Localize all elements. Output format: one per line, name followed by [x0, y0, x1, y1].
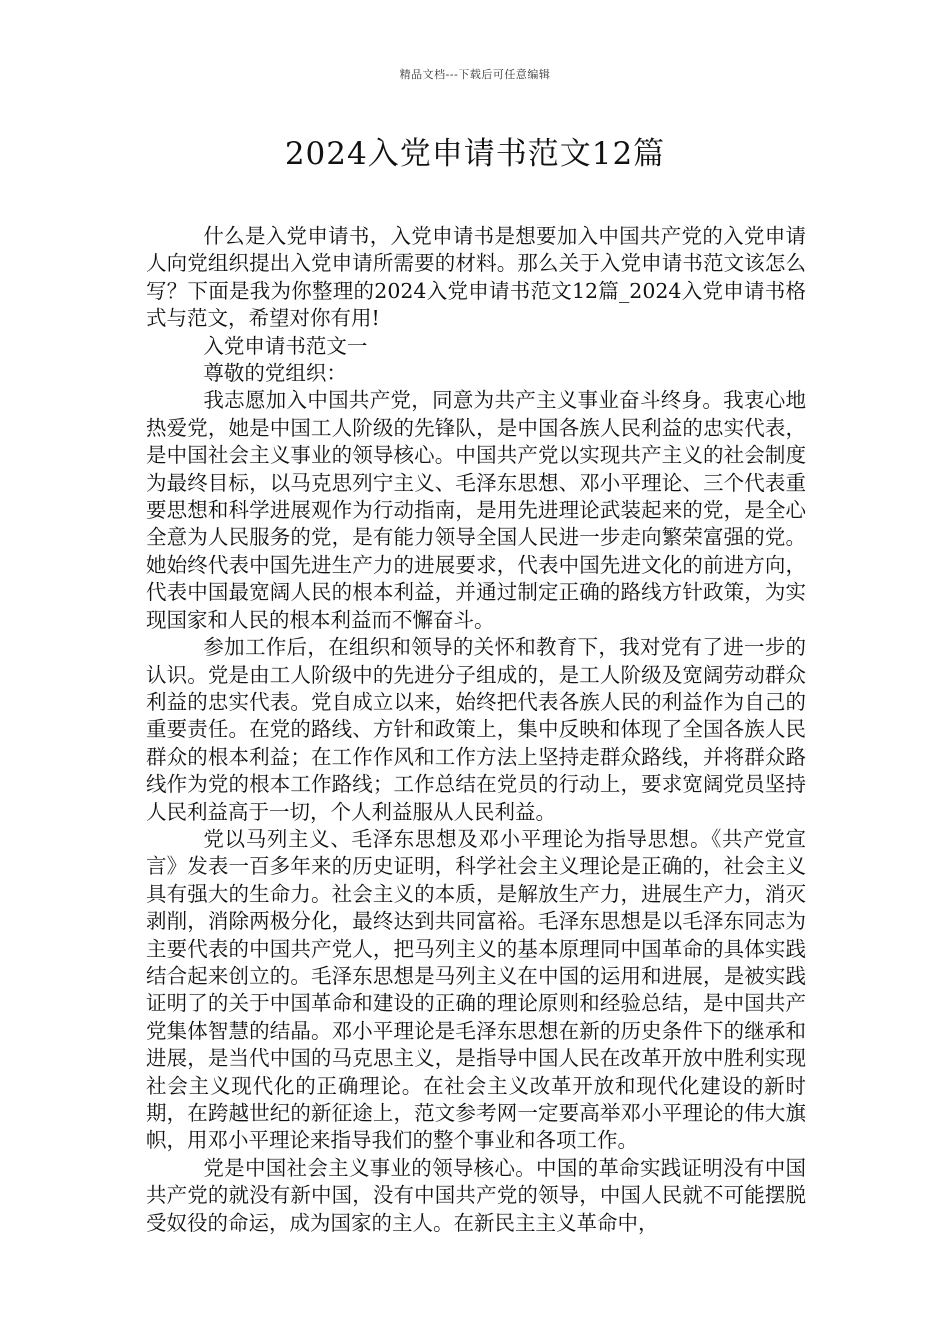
- document-body: [146, 223, 806, 1237]
- intro-paragraph: 什么是入党申请书，入党申请书是想要加入中国共产党的入党申请人向党组织提出入党申请所需要的材料。那么关于入党申请书范文该怎么写？下面是我为你整理的2024入党申请书范文12篇_2024入党申请书格式与范文，希望对你有用!: [146, 224, 806, 331]
- body-paragraph: 党是中国社会主义事业的领导核心。中国的革命实践证明没有中国共产党的就没有新中国，没有中国共产党的领导，中国人民就不可能摆脱受奴役的命运，成为国家的主人。在新民主主义革命中，: [146, 1155, 806, 1235]
- body-paragraph: 党以马列主义、毛泽东思想及邓小平理论为指导思想。《共产党宣言》发表一百多年来的历史证明，科学社会主义理论是正确的，社会主义具有强大的生命力。社会主义的本质，是解放生产力，进展生产力，消灭剥削，消除两极分化，最终达到共同富裕。毛泽东思想是以毛泽东同志为主要代表的中国共产党人，把马列主义的基本原理同中国革命的具体实践结合起来创立的。毛泽东思想是马列主义在中国的运用和进展，是被实践证明了的关于中国革命和建设的正确的理论原则和经验总结，是中国共产党集体智慧的结晶。邓小平理论是毛泽东思想在新的历史条件下的继承和进展，是当代中国的马克思主义，是指导中国人民在改革开放中胜利实现社会主义现代化的正确理论。在社会主义改革开放和现代化建设的新时期，在跨越世纪的新征途上，范文参考网一定要高举邓小平理论的伟大旗帜，用邓小平理论来指导我们的整个事业和各项工作。: [146, 826, 806, 1153]
- body-paragraph: 参加工作后，在组织和领导的关怀和教育下，我对党有了进一步的认识。党是由工人阶级中的先进分子组成的，是工人阶级及宽阔劳动群众利益的忠实代表。党自成立以来，始终把代表各族人民的利益作为自己的重要责任。在党的路线、方针和政策上，集中反映和体现了全国各族人民群众的根本利益；在工作作风和工作方法上坚持走群众路线，并将群众路线作为党的根本工作路线；工作总结在党员的行动上，要求宽阔党员坚持人民利益高于一切，个人利益服从人民利益。: [146, 635, 806, 824]
- page-header: 精品文档---下载后可任意编辑: [399, 68, 551, 81]
- document-title: 2024入党申请书范文12篇: [284, 136, 666, 172]
- body-paragraph: 我志愿加入中国共产党，同意为共产主义事业奋斗终身。我衷心地热爱党，她是中国工人阶级的先锋队，是中国各族人民利益的忠实代表，是中国社会主义事业的领导核心。中国共产党以实现共产主义的社会制度为最终目标，以马克思列宁主义、毛泽东思想、邓小平理论、三个代表重要思想和科学进展观作为行动指南，是用先进理论武装起来的党，是全心全意为人民服务的党，是有能力领导全国人民进一步走向繁荣富强的党。她始终代表中国先进生产力的进展要求，代表中国先进文化的前进方向，代表中国最宽阔人民的根本利益，并通过制定正确的路线方针政策，为实现国家和人民的根本利益而不懈奋斗。: [146, 388, 806, 632]
- section-heading: 入党申请书范文一: [203, 333, 368, 358]
- salutation: 尊敬的党组织：: [203, 361, 347, 386]
